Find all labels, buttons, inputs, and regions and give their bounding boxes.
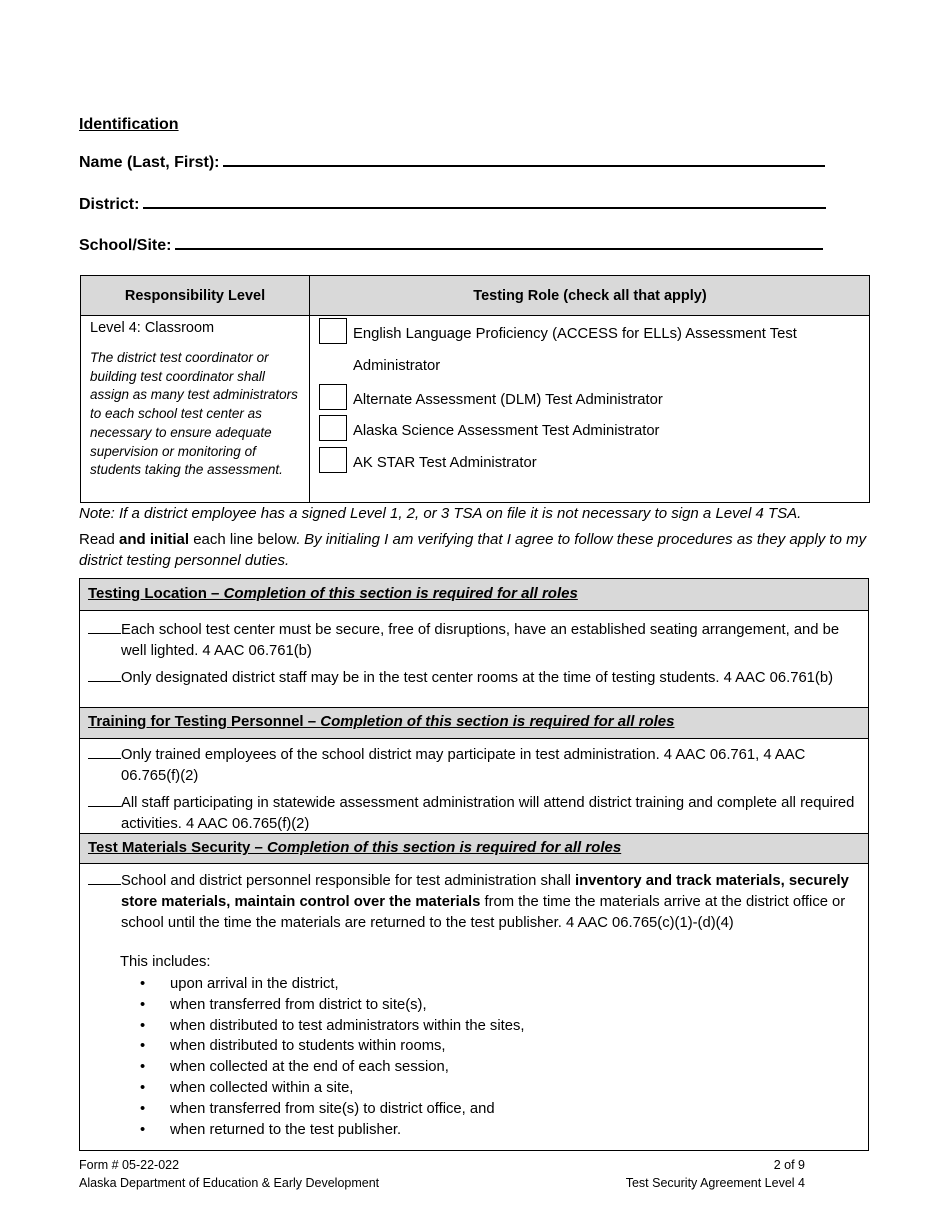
section-subtitle: Completion of this section is required for all roles bbox=[266, 839, 622, 856]
initial-blank[interactable] bbox=[88, 667, 121, 682]
role-akstar-test-admin bbox=[319, 447, 537, 473]
level-description: The district test coordinator or building test coordinator shall assign as many test administrators to each school test center as necessary to ensure adequate supervision or monitoring of students taking the assessment. bbox=[90, 350, 298, 478]
agreement-item-text: Only designated district staff may be in the test center rooms at the time of testing students. 4 AAC 06.761(b) bbox=[121, 670, 833, 686]
school-label: School/Site: bbox=[79, 237, 172, 254]
section-header-testing-location bbox=[80, 578, 868, 611]
initial-blank[interactable] bbox=[88, 619, 121, 634]
agreement-item bbox=[88, 744, 860, 787]
agreement-item-text: School and district personnel responsible for test administration shall bbox=[121, 873, 576, 889]
role-science-label: Alaska Science Assessment Test Administrator bbox=[353, 423, 660, 439]
section-title: Testing Location – bbox=[88, 585, 224, 602]
list-item: • when collected at the end of each session, bbox=[140, 1057, 524, 1078]
role-ell-test-admin bbox=[319, 318, 797, 344]
agreement-item-bold: inventory and track materials, securely store materials, maintain control over the materials bbox=[121, 873, 849, 910]
agreement-item bbox=[88, 619, 860, 662]
read-instruction bbox=[79, 529, 869, 571]
role-ell-label-cont: Administrator bbox=[353, 358, 441, 374]
role-dlm-checkbox[interactable] bbox=[319, 384, 347, 410]
includes-list bbox=[140, 974, 524, 1140]
level-title: Level 4: Classroom bbox=[90, 320, 215, 336]
identification-heading: Identification bbox=[79, 116, 179, 133]
name-label: Name (Last, First): bbox=[79, 154, 220, 171]
district-input-line[interactable] bbox=[143, 193, 826, 209]
agreement-item-text-cont: from the time the materials arrive at the district office or school until the time the materials are returned to the test publisher. 4 AAC 06.765(c)(1)-(d)(4) bbox=[121, 893, 846, 931]
testing-role-header: Testing Role (check all that apply) bbox=[473, 288, 707, 304]
agreement-item-text: Only trained employees of the school district may participate in test administration. 4 AAC 06.761, 4 AAC 06.765(f)(2) bbox=[121, 747, 806, 784]
responsibility-level-header: Responsibility Level bbox=[124, 288, 266, 304]
initial-blank[interactable] bbox=[88, 744, 121, 759]
section-header-training bbox=[80, 707, 868, 739]
read-italic: By initialing I am verifying that I agree to follow these procedures as they apply to my district testing personnel duties. bbox=[79, 531, 867, 569]
list-item: • when collected within a site, bbox=[140, 1078, 524, 1099]
name-input-line[interactable] bbox=[223, 151, 825, 167]
district-field bbox=[79, 193, 826, 214]
agreement-item bbox=[88, 667, 860, 689]
initial-blank[interactable] bbox=[88, 792, 121, 807]
school-field bbox=[79, 234, 823, 255]
role-ell-label: English Language Proficiency (ACCESS for ELLs) Assessment Test bbox=[353, 326, 797, 342]
footer-page-number: 2 of 9 bbox=[773, 1158, 805, 1172]
role-science-test-admin bbox=[319, 415, 660, 441]
role-ell-checkbox[interactable] bbox=[319, 318, 347, 344]
section-title: Test Materials Security – bbox=[88, 839, 267, 856]
section-subtitle: Completion of this section is required for all roles bbox=[320, 713, 675, 730]
agreement-item bbox=[88, 870, 860, 933]
list-item: • when transferred from district to site(s), bbox=[140, 995, 524, 1016]
list-item: • when distributed to test administrators within the sites, bbox=[140, 1016, 524, 1037]
includes-label: This includes: bbox=[120, 954, 211, 970]
list-item: • when transferred from site(s) to district office, and bbox=[140, 1099, 524, 1120]
read-part2: each line below. bbox=[189, 531, 305, 548]
role-dlm-label: Alternate Assessment (DLM) Test Administrator bbox=[353, 392, 663, 408]
role-dlm-test-admin bbox=[319, 384, 663, 410]
read-bold: and initial bbox=[119, 531, 190, 548]
responsibility-table bbox=[80, 275, 870, 503]
list-item: • upon arrival in the district, bbox=[140, 974, 524, 995]
section-title: Training for Testing Personnel – bbox=[88, 713, 321, 730]
section-subtitle: Completion of this section is required for all roles bbox=[223, 585, 578, 602]
initial-blank[interactable] bbox=[88, 870, 121, 885]
name-field bbox=[79, 151, 825, 172]
district-label: District: bbox=[79, 196, 140, 213]
role-akstar-checkbox[interactable] bbox=[319, 447, 347, 473]
agreement-item bbox=[88, 792, 860, 835]
footer-department: Alaska Department of Education & Early Development bbox=[79, 1176, 380, 1190]
footer-doc-title: Test Security Agreement Level 4 bbox=[625, 1176, 805, 1190]
list-item: • when returned to the test publisher. bbox=[140, 1120, 524, 1141]
list-item: • when distributed to students within rooms, bbox=[140, 1036, 524, 1057]
agreement-item-text: Each school test center must be secure, free of disruptions, have an established seating arrangement, and be well lighted. 4 AAC 06.761(b) bbox=[121, 622, 840, 659]
school-input-line[interactable] bbox=[175, 234, 823, 250]
role-akstar-label: AK STAR Test Administrator bbox=[353, 455, 537, 471]
read-part1: Read bbox=[79, 531, 120, 548]
role-science-checkbox[interactable] bbox=[319, 415, 347, 441]
footer-form-number: Form # 05-22-022 bbox=[79, 1158, 180, 1172]
level-note: Note: If a district employee has a signed Level 1, 2, or 3 TSA on file it is not necessary to sign a Level 4 TSA. bbox=[79, 505, 802, 522]
section-header-materials bbox=[80, 833, 868, 864]
agreement-item-text: All staff participating in statewide assessment administration will attend district training and complete all required activities. 4 AAC 06.765(f)(2) bbox=[121, 795, 855, 832]
